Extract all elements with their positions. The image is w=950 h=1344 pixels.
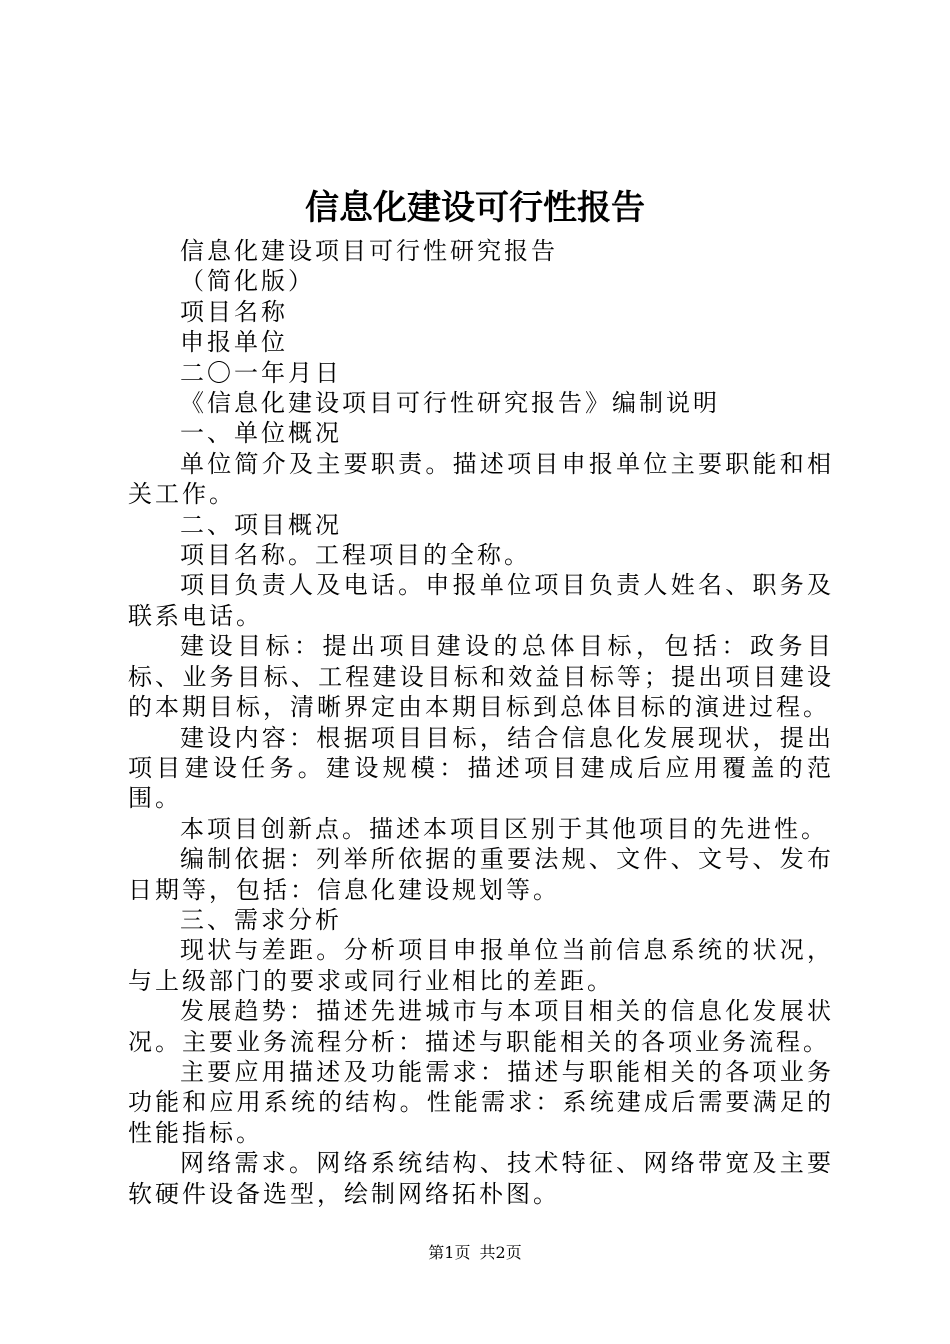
paragraph: 单位简介及主要职责。描述项目申报单位主要职能和相关工作。 xyxy=(128,449,834,509)
page-footer xyxy=(0,1242,950,1264)
page-total: 共2页 xyxy=(479,1243,522,1262)
paragraph-applicant-field: 申报单位 xyxy=(180,328,288,357)
section-heading-3: 三、需求分析 xyxy=(180,905,342,934)
paragraph-project-name-field: 项目名称 xyxy=(180,297,288,326)
paragraph-edition: （简化版） xyxy=(180,267,315,296)
paragraph: 网络需求。网络系统结构、技术特征、网络带宽及主要软硬件设备选型，绘制网络拓朴图。 xyxy=(128,1149,834,1208)
paragraph: 建设内容：根据项目目标，结合信息化发展现状，提出项目建设任务。建设规模：描述项目建成后应用覆盖的范围。 xyxy=(128,723,834,813)
paragraph: 发展趋势：描述先进城市与本项目相关的信息化发展状况。主要业务流程分析：描述与职能相关的各项业务流程。 xyxy=(128,997,834,1056)
paragraph-date-field: 二〇一年月日 xyxy=(180,358,342,387)
paragraph-subtitle: 信息化建设项目可行性研究报告 xyxy=(180,237,558,265)
paragraph: 项目负责人及电话。申报单位项目负责人姓名、职务及联系电话。 xyxy=(128,571,834,630)
section-heading-1: 一、单位概况 xyxy=(180,419,342,448)
paragraph: 现状与差距。分析项目申报单位当前信息系统的状况，与上级部门的要求或同行业相比的差距。 xyxy=(128,936,834,995)
paragraph: 建设目标：提出项目建设的总体目标，包括：政务目标、业务目标、工程建设目标和效益目标等；提出项目建设的本期目标，清晰界定由本期目标到总体目标的演进过程。 xyxy=(128,632,834,722)
section-heading-2: 二、项目概况 xyxy=(180,510,342,539)
page-number: 第1页 xyxy=(428,1243,471,1262)
document-body xyxy=(128,236,834,1209)
paragraph: 项目名称。工程项目的全称。 xyxy=(180,541,531,570)
document-title: 信息化建设可行性报告 xyxy=(305,188,645,228)
paragraph: 主要应用描述及功能需求：描述与职能相关的各项业务功能和应用系统的结构。性能需求：系统建成后需要满足的性能指标。 xyxy=(128,1057,834,1147)
paragraph: 本项目创新点。描述本项目区别于其他项目的先进性。 xyxy=(180,814,828,843)
paragraph-compilation-note: 《信息化建设项目可行性研究报告》编制说明 xyxy=(180,389,720,418)
paragraph: 编制依据：列举所依据的重要法规、文件、文号、发布日期等，包括：信息化建设规划等。 xyxy=(128,845,834,904)
